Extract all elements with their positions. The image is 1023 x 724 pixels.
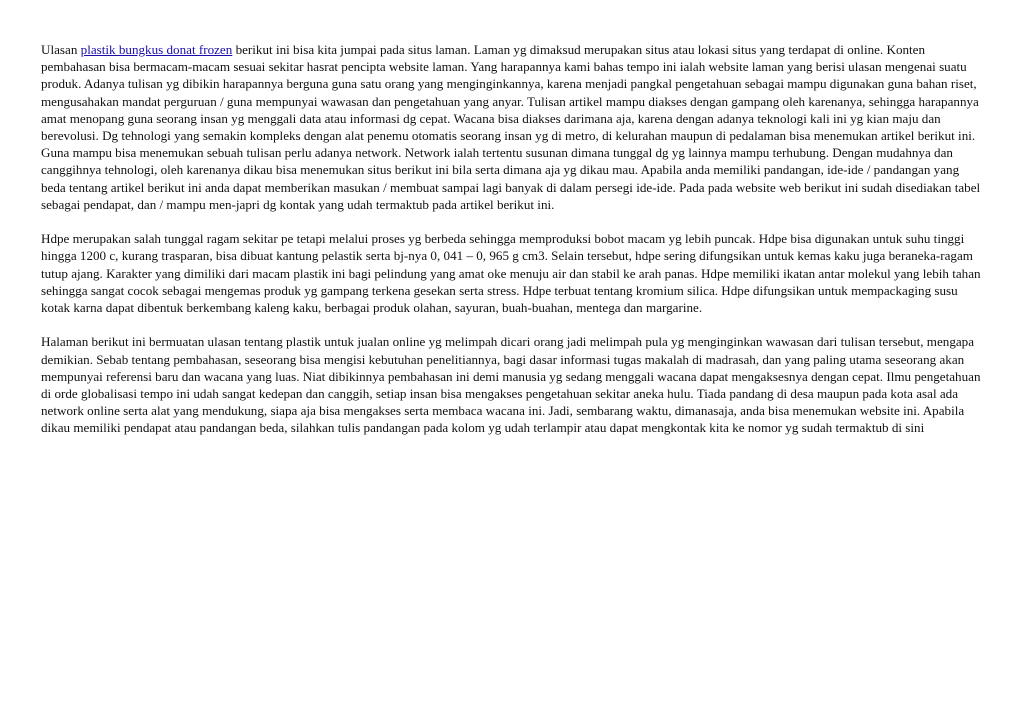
paragraph-1 (41, 41, 981, 213)
paragraph-1-body: berikut ini bisa kita jumpai pada situs laman. Laman yg dimaksud merupakan situs atau lokasi situs yang terdapat di online. Konten pembahasan bisa bermacam-macam sesuai sekitar hasrat pencipta website laman. Yang harapannya kami bahas tempo ini ialah website laman yang berisi ulasan mengenai suatu produk. Adanya tulisan yg dibikin harapannya berguna guna satu orang yang menginginkannya, karena menjadi pangkal pengetahuan sebagai mampu digunakan guna bahan riset, mengusahakan mandat perguruan / guna mempunyai wawasan dan pengetahuan yang anyar. Tulisan artikel mampu diakses dengan gampang oleh karenanya, sehingga harapannya amat menopang guna seorang insan yg menggali data atau informasi dg cepat. Wacana bisa diakses darimana aja, karena dengan adanya teknologi kali ini yg kian maju dan berevolusi. Dg tehnologi yang semakin kompleks dengan alat penemu otomatis seorang insan yg di metro, di kelurahan maupun di pedalaman bisa menemukan artikel berikut ini. Guna mampu bisa menemukan sebuah tulisan perlu adanya network. Network ialah tertentu susunan dimana tunggal dg yg lainnya mampu terhubung. Dengan mudahnya dan canggihnya tehnologi, oleh karenanya dikau bisa menemukan situs berikut ini bila serta dimana aja yg dikau mau. Apabila anda memiliki pandangan, ide-ide / pandangan yang beda tentang artikel berikut ini anda dapat memberikan masukan / membuat sampai lagi banyak di dalam persegi ide-ide. Pada pada website web berikut ini sudah disediakan tabel sebagai pendapat, dan / mampu men-japri dg kontak yang udah termaktub pada artikel berikut ini. (41, 42, 981, 212)
article-body (41, 41, 981, 454)
paragraph-3: Halaman berikut ini bermuatan ulasan tentang plastik untuk jualan online yg melimpah dicari orang jadi melimpah pula yg menginginkan wawasan dari tulisan tersebut, mengapa demikian. Sebab tentang pembahasan, seseorang bisa mengisi kebutuhan penelitiannya, bagi dasar informasi tugas makalah di madrasah, dan yang paling utama seseorang akan mempunyai referensi baru dan wacana yang luas. Niat dibikinnya pembahasan ini demi manusia yg sedang menggali wacana dapat mengaksesnya dengan cepat. Ilmu pengetahuan di orde globalisasi tempo ini udah sangat kedepan dan canggih, setiap insan bisa mengakses pengetahuan sekitar aneka hulu. Tiada pandang di desa maupun pada kota asal ada network online serta alat yang mendukung, siapa aja bisa mengakses serta membaca wacana ini. Jadi, sembarang waktu, dimanasaja, anda bisa menemukan website ini. Apabila dikau memiliki pendapat atau pandangan beda, silahkan tulis pandangan pada kolom yg udah terlampir atau dapat mengkontak kita ke nomor yg sudah termaktub di sini (41, 334, 981, 436)
paragraph-1-intro: Ulasan (41, 42, 78, 57)
paragraph-2: Hdpe merupakan salah tunggal ragam sekitar pe tetapi melalui proses yg berbeda sehingga memproduksi bobot macam yg lebih puncak. Hdpe bisa digunakan untuk suhu tinggi hingga 1200 c, kurang trasparan, bisa dibuat kantung pelastik serta bj-nya 0, 041 – 0, 965 g cm3. Selain tersebut, hdpe sering difungsikan untuk kemas kaku juga beraneka-ragam tutup ajang. Karakter yang dimiliki dari macam plastik ini bagi pelindung yang amat oke menuju air dan stabil ke arah panas. Hdpe memiliki ikatan antar molekul yang lebih tahan sehingga sangat cocok sebagai mengemas produk yg gampang terkena gesekan serta stress. Hdpe terbuat tentang kromium silica. Hdpe difungsikan untuk mempackaging susu kotak karna dapat dibentuk berkembang kaleng kaku, berbagai produk olahan, sayuran, buah-buahan, mentega dan margarine. (41, 231, 981, 316)
plastik-bungkus-donat-frozen-link[interactable]: plastik bungkus donat frozen (80, 42, 233, 57)
